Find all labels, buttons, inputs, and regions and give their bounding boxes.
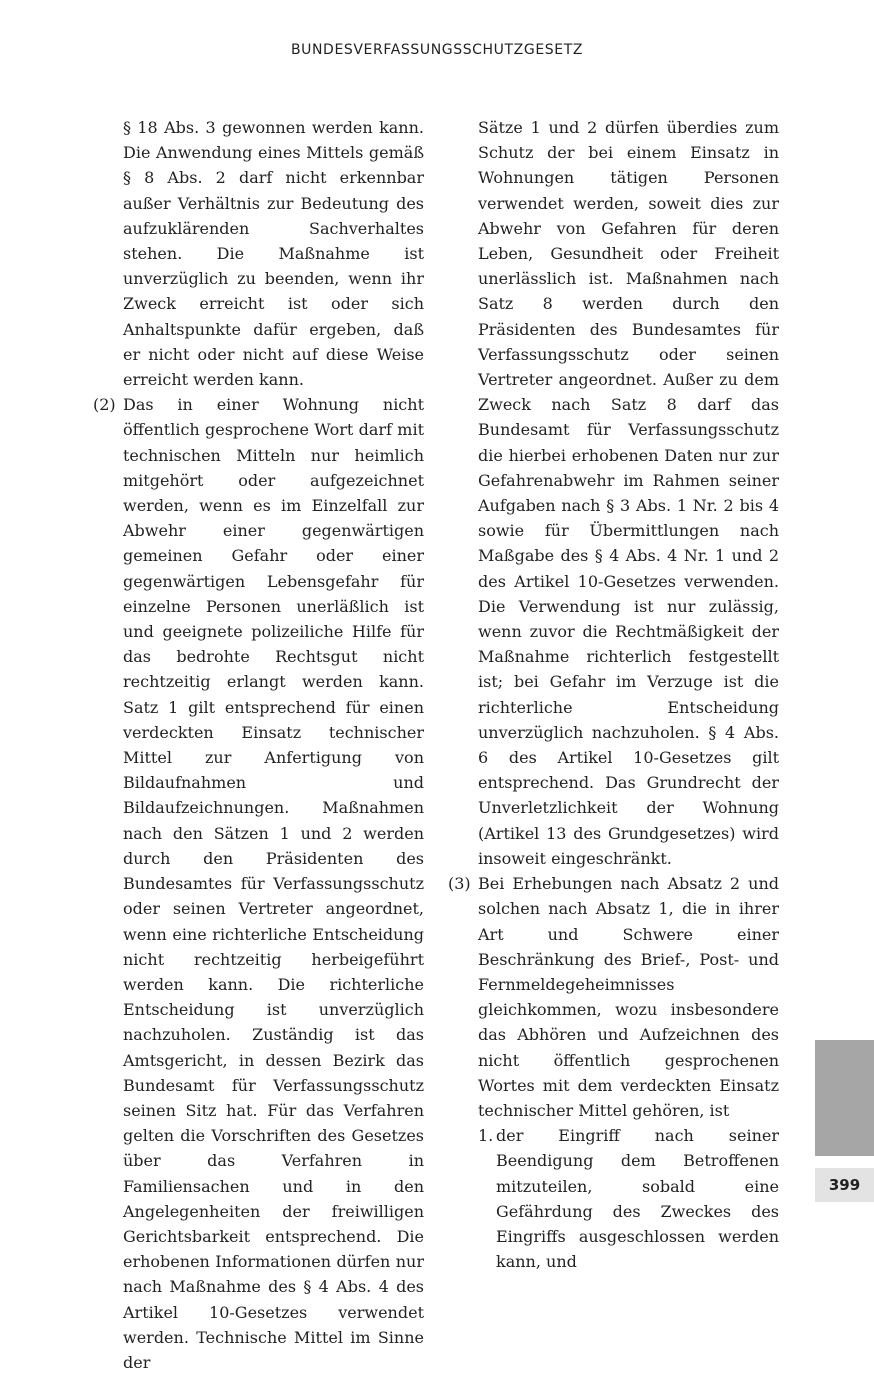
paragraph-3 — [448, 871, 779, 1123]
list-item — [478, 1123, 779, 1274]
paragraph-number: (2) — [93, 395, 116, 415]
paragraph-number: (3) — [448, 874, 471, 894]
paragraph-text: Bei Erhebungen nach Absatz 2 und solchen nach Absatz 1, die in ihrer Art und Schwere einer Beschränkung des Brief-, Post- und Fernmeldegeheimnisses gleichkommen, wozu insbesondere das Abhören und Aufzeichnen des nicht öffentlich gesprochenen Wortes mit dem verdeckten Einsatz technischer Mittel gehören, ist — [478, 874, 779, 1120]
list-item-text: der Eingriff nach seiner Beendigung dem Betroffenen mitzuteilen, sobald eine Gefährdung des Zweckes des Eingriffs ausgeschlossen werden kann, und — [496, 1126, 779, 1272]
page-number: 399 — [815, 1168, 874, 1202]
list-item-number: 1. — [478, 1126, 494, 1146]
left-column — [93, 115, 424, 1375]
right-column — [448, 115, 779, 1274]
paragraph-text: Das in einer Wohnung nicht öffentlich gesprochene Wort darf mit technischen Mitteln nur heimlich mitgehört oder aufgezeichnet werden, wenn es im Einzelfall zur Abwehr einer gegenwärtigen gemeinen Gefahr oder einer gegenwärtigen Lebensgefahr für einzelne Personen unerläßlich ist und geeignete polizeiliche Hilfe für das bedrohte Rechtsgut nicht rechtzeitig erlangt werden kann. Satz 1 gilt entsprechend für einen verdeckten Einsatz technischer Mittel zur Anfertigung von Bildaufnahmen und Bildaufzeichnungen. Maßnahmen nach den Sätzen 1 und 2 werden durch den Präsidenten des Bundesamtes für Verfassungsschutz oder seinen Vertreter angeordnet, wenn eine richterliche Entscheidung nicht rechtzeitig herbeigeführt werden kann. Die richterliche Entscheidung ist unverzüglich nachzuholen. Zuständig ist das Amtsgericht, in dessen Bezirk das Bundesamt für Verfassungsschutz seinen Sitz hat. Für das Verfahren gelten die Vorschriften des Gesetzes über das Verfahren in Familiensachen und in den Angelegenheiten der freiwilligen Gerichtsbarkeit entsprechend. Die erhobenen Informationen dürfen nur nach Maßnahme des § 4 Abs. 4 des Artikel 10-Gesetzes verwendet werden. Technische Mittel im Sinne der — [123, 395, 424, 1372]
paragraph-2 — [93, 392, 424, 1375]
paragraph-continuation: Sätze 1 und 2 dürfen überdies zum Schutz der bei einem Einsatz in Wohnungen tätigen Personen verwendet werden, soweit dies zur Abwehr von Gefahren für deren Leben, Gesundheit oder Freiheit unerlässlich ist. Maßnahmen nach Satz 8 werden durch den Präsidenten des Bundesamtes für Verfassungsschutz oder seinen Vertreter angeordnet. Außer zu dem Zweck nach Satz 8 darf das Bundesamt für Verfassungsschutz die hierbei erhobenen Daten nur zur Gefahrenabwehr im Rahmen seiner Aufgaben nach § 3 Abs. 1 Nr. 2 bis 4 sowie für Übermittlungen nach Maßgabe des § 4 Abs. 4 Nr. 1 und 2 des Artikel 10-Gesetzes verwenden. Die Verwendung ist nur zulässig, wenn zuvor die Rechtmäßigkeit der Maßnahme richterlich festgestellt ist; bei Gefahr im Verzuge ist die richterliche Entscheidung unverzüglich nachzuholen. § 4 Abs. 6 des Artikel 10-Gesetzes gilt entsprechend. Das Grundrecht der Unverletzlichkeit der Wohnung (Artikel 13 des Grundgesetzes) wird insoweit eingeschränkt. — [478, 118, 779, 868]
running-header: BUNDESVERFASSUNGSSCHUTZGESETZ — [290, 42, 584, 58]
paragraph-continuation: § 18 Abs. 3 gewonnen werden kann. Die Anwendung eines Mittels gemäß § 8 Abs. 2 darf nicht erkennbar außer Verhältnis zur Bedeutung des aufzuklärenden Sachverhaltes stehen. Die Maßnahme ist unverzüglich zu beenden, wenn ihr Zweck erreicht ist oder sich Anhaltspunkte dafür ergeben, daß er nicht oder nicht auf diese Weise erreicht werden kann. — [123, 118, 424, 390]
thumb-index-tab — [815, 1040, 874, 1156]
